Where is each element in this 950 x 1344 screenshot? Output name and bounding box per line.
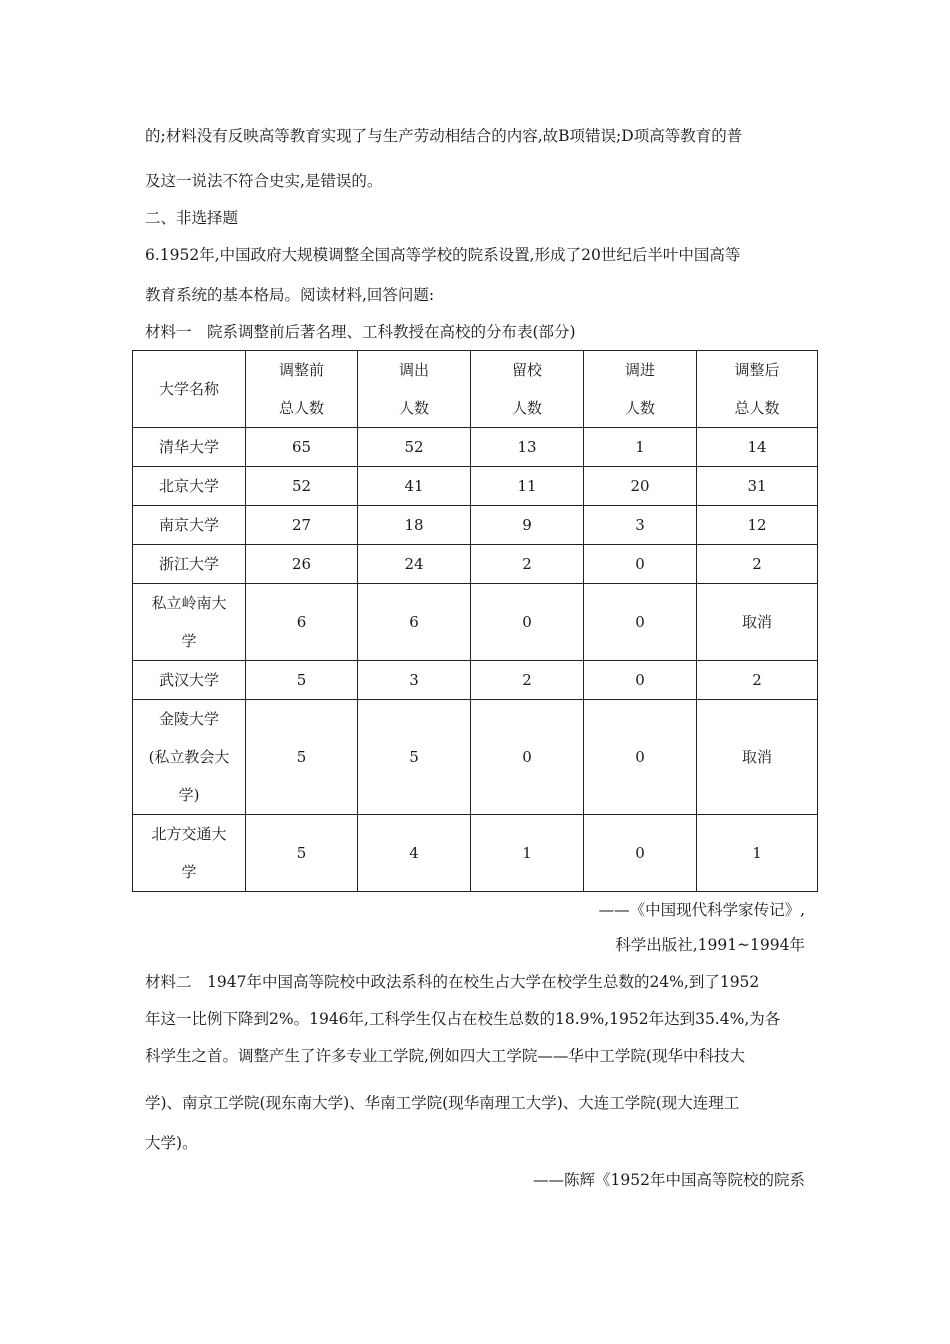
value-cell-out: 41 — [358, 467, 471, 506]
value-cell-stay: 0 — [471, 700, 584, 815]
header-text: 调进 — [624, 361, 655, 379]
header-text: 留校 — [511, 361, 542, 379]
header-text: 人数 — [624, 399, 655, 417]
header-text: 人数 — [398, 399, 429, 417]
question-line-2: 教育系统的基本格局。阅读材料,回答问题: — [145, 286, 435, 304]
value-cell-after: 取消 — [697, 584, 818, 661]
value-cell-stay: 0 — [471, 584, 584, 661]
table-header-cell — [471, 351, 584, 428]
material1-caption: 材料一 院系调整前后著名理、工科教授在高校的分布表(部分) — [145, 323, 576, 341]
table-header-cell — [133, 351, 246, 428]
university-name-cell — [133, 545, 246, 584]
material2-line-5: 大学)。 — [145, 1134, 198, 1152]
value-cell-after: 14 — [697, 428, 818, 467]
table-row — [133, 700, 818, 815]
material1-source-line-2: 科学出版社,1991~1994年 — [615, 936, 805, 954]
university-name-text: 浙江大学 — [158, 555, 219, 573]
header-text: 调整前 — [278, 361, 324, 379]
table-row — [133, 661, 818, 700]
table-row — [133, 467, 818, 506]
university-name-text: 武汉大学 — [158, 671, 219, 689]
value-cell-stay: 2 — [471, 661, 584, 700]
intro-line-2: 及这一说法不符合史实,是错误的。 — [145, 172, 383, 190]
value-cell-in: 20 — [584, 467, 697, 506]
material2-line-3: 科学生之首。调整产生了许多专业工学院,例如四大工学院——华中工学院(现华中科技大 — [145, 1047, 745, 1065]
value-cell-out: 4 — [358, 815, 471, 892]
university-name-cell — [133, 506, 246, 545]
university-name-cell — [133, 428, 246, 467]
value-cell-before: 26 — [246, 545, 358, 584]
value-cell-before: 5 — [246, 700, 358, 815]
value-cell-out: 3 — [358, 661, 471, 700]
header-text: 大学名称 — [158, 380, 219, 398]
university-name-text: 北京大学 — [158, 477, 219, 495]
value-cell-in: 0 — [584, 815, 697, 892]
value-cell-out: 5 — [358, 700, 471, 815]
material2-line-2: 年这一比例下降到2%。1946年,工科学生仅占在校生总数的18.9%,1952年达到35.4%,为各 — [145, 1010, 781, 1028]
table-row — [133, 428, 818, 467]
value-cell-out: 52 — [358, 428, 471, 467]
university-name-text: 清华大学 — [158, 438, 219, 456]
header-text: 调出 — [398, 361, 429, 379]
table-header-cell — [584, 351, 697, 428]
distribution-table — [132, 350, 818, 892]
table-header-cell — [358, 351, 471, 428]
university-name-cell — [133, 815, 246, 892]
value-cell-stay: 1 — [471, 815, 584, 892]
value-cell-after: 12 — [697, 506, 818, 545]
table-header-cell — [246, 351, 358, 428]
value-cell-in: 3 — [584, 506, 697, 545]
value-cell-in: 0 — [584, 700, 697, 815]
header-text: 总人数 — [734, 399, 780, 417]
university-name-cell — [133, 700, 246, 815]
value-cell-out: 6 — [358, 584, 471, 661]
material2-line-1: 材料二 1947年中国高等院校中政法系科的在校生占大学在校学生总数的24%,到了1952 — [145, 973, 760, 991]
table-row — [133, 545, 818, 584]
university-name-cell — [133, 467, 246, 506]
header-text: 总人数 — [278, 399, 324, 417]
value-cell-before: 27 — [246, 506, 358, 545]
university-name-text: 北方交通大 — [151, 825, 227, 843]
table-header-row — [133, 351, 818, 428]
university-name-cell — [133, 661, 246, 700]
value-cell-before: 65 — [246, 428, 358, 467]
material1-source-line-1: ——《中国现代科学家传记》, — [598, 901, 805, 919]
university-name-text: 学 — [181, 863, 197, 881]
value-cell-before: 5 — [246, 815, 358, 892]
question-line-1: 6.1952年,中国政府大规模调整全国高等学校的院系设置,形成了20世纪后半叶中国高等 — [145, 246, 741, 264]
material2-line-4: 学)、南京工学院(现东南大学)、华南工学院(现华南理工大学)、大连工学院(现大连理工 — [145, 1094, 740, 1112]
intro-line-1: 的;材料没有反映高等教育实现了与生产劳动相结合的内容,故B项错误;D项高等教育的普 — [145, 127, 743, 145]
university-name-cell — [133, 584, 246, 661]
value-cell-stay: 11 — [471, 467, 584, 506]
value-cell-in: 0 — [584, 584, 697, 661]
material2-source: ——陈辉《1952年中国高等院校的院系 — [533, 1171, 805, 1189]
value-cell-before: 52 — [246, 467, 358, 506]
value-cell-before: 5 — [246, 661, 358, 700]
value-cell-in: 0 — [584, 545, 697, 584]
university-name-text: (私立教会大 — [148, 748, 230, 766]
value-cell-after: 31 — [697, 467, 818, 506]
value-cell-in: 0 — [584, 661, 697, 700]
university-name-text: 学 — [181, 632, 197, 650]
table-header-cell — [697, 351, 818, 428]
header-text: 调整后 — [734, 361, 780, 379]
value-cell-after: 2 — [697, 661, 818, 700]
university-name-text: 金陵大学 — [158, 710, 219, 728]
table-row — [133, 584, 818, 661]
university-name-text: 私立岭南大 — [151, 594, 227, 612]
value-cell-in: 1 — [584, 428, 697, 467]
header-text: 人数 — [511, 399, 542, 417]
value-cell-stay: 9 — [471, 506, 584, 545]
section-title: 二、非选择题 — [145, 209, 239, 227]
table-row — [133, 506, 818, 545]
value-cell-after: 取消 — [697, 700, 818, 815]
table-row — [133, 815, 818, 892]
value-cell-after: 1 — [697, 815, 818, 892]
value-cell-out: 18 — [358, 506, 471, 545]
value-cell-out: 24 — [358, 545, 471, 584]
university-name-text: 学) — [178, 786, 200, 804]
value-cell-stay: 2 — [471, 545, 584, 584]
university-name-text: 南京大学 — [158, 516, 219, 534]
value-cell-stay: 13 — [471, 428, 584, 467]
value-cell-before: 6 — [246, 584, 358, 661]
value-cell-after: 2 — [697, 545, 818, 584]
